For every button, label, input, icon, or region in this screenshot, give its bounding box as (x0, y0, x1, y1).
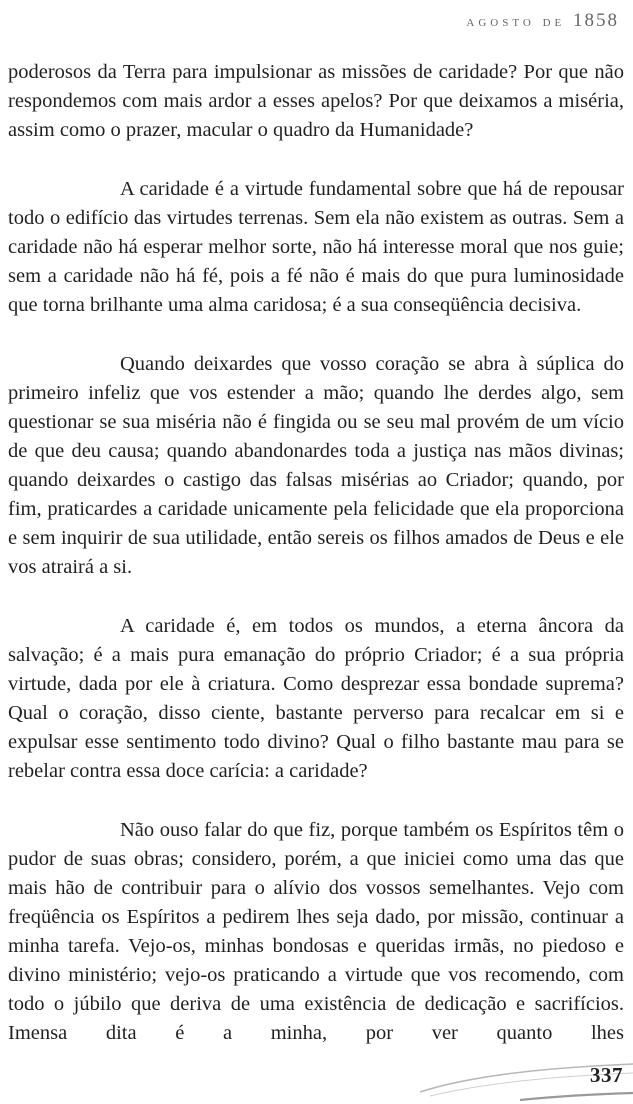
page-number: 337 (590, 1063, 623, 1087)
running-header-year: 1858 (573, 10, 619, 31)
paragraph-4: A caridade é, em todos os mundos, a eterna âncora da salvação; é a mais pura emanação do próprio Criador; é a sua própria virtude, dada por ele à criatura. Como desprezar essa bondade suprema? Qual o coração, disso ciente, bastante perverso para recalcar em si e expulsar esse sentimento todo divino? Qual o filho bastante mau para se rebelar contra essa doce carícia: a caridade? (8, 615, 624, 782)
paragraph-3: Quando deixardes que vosso coração se abra à súplica do primeiro infeliz que vos estender a mão; quando lhe derdes algo, sem questionar se sua miséria não é fingida ou se seu mal provém de um vício de que deu causa; quando abandonardes toda a justiça nas mãos divinas; quando deixardes o castigo das falsas misérias ao Criador; quando, por fim, praticardes a caridade unicamente pela felicidade que ela proporciona e sem inquirir de sua utilidade, então sereis os filhos amados de Deus e ele vos atrairá a si. (8, 353, 624, 578)
paragraph-1: poderosos da Terra para impulsionar as missões de caridade? Por que não respondemos com mais ardor a esses apelos? Por que deixamos a miséria, assim como o prazer, macular o quadro da Humanidade? (8, 61, 624, 141)
footer-swoosh-ornament (0, 1042, 633, 1102)
paragraph-2: A caridade é a virtude fundamental sobre que há de repousar todo o edifício das virtudes terrenas. Sem ela não existem as outras. Sem a caridade não há esperar melhor sorte, não há interesse moral que nos guie; sem a caridade não há fé, pois a fé não é mais do que pura luminosidade que torna brilhante uma alma caridosa; é a sua conseqüência decisiva. (8, 178, 624, 316)
running-header-title: agosto de (466, 14, 566, 30)
body-text (8, 58, 624, 1048)
page-footer (0, 1044, 633, 1104)
running-header (466, 10, 619, 32)
paragraph-5: Não ouso falar do que fiz, porque também os Espíritos têm o pudor de suas obras; considero, porém, a que iniciei como uma das que mais hão de contribuir para o alívio dos vossos semelhantes. Vejo com freqüência os Espíritos a pedirem lhes seja dado, por missão, continuar a minha tarefa. Vejo-os, minhas bondosas e queridas irmãs, no piedoso e divino ministério; vejo-os praticando a virtude que vos recomendo, com todo o júbilo que deriva de uma existência de dedicação e sacrifícios. Imensa dita é a minha, por ver quanto lhes (8, 819, 624, 1044)
